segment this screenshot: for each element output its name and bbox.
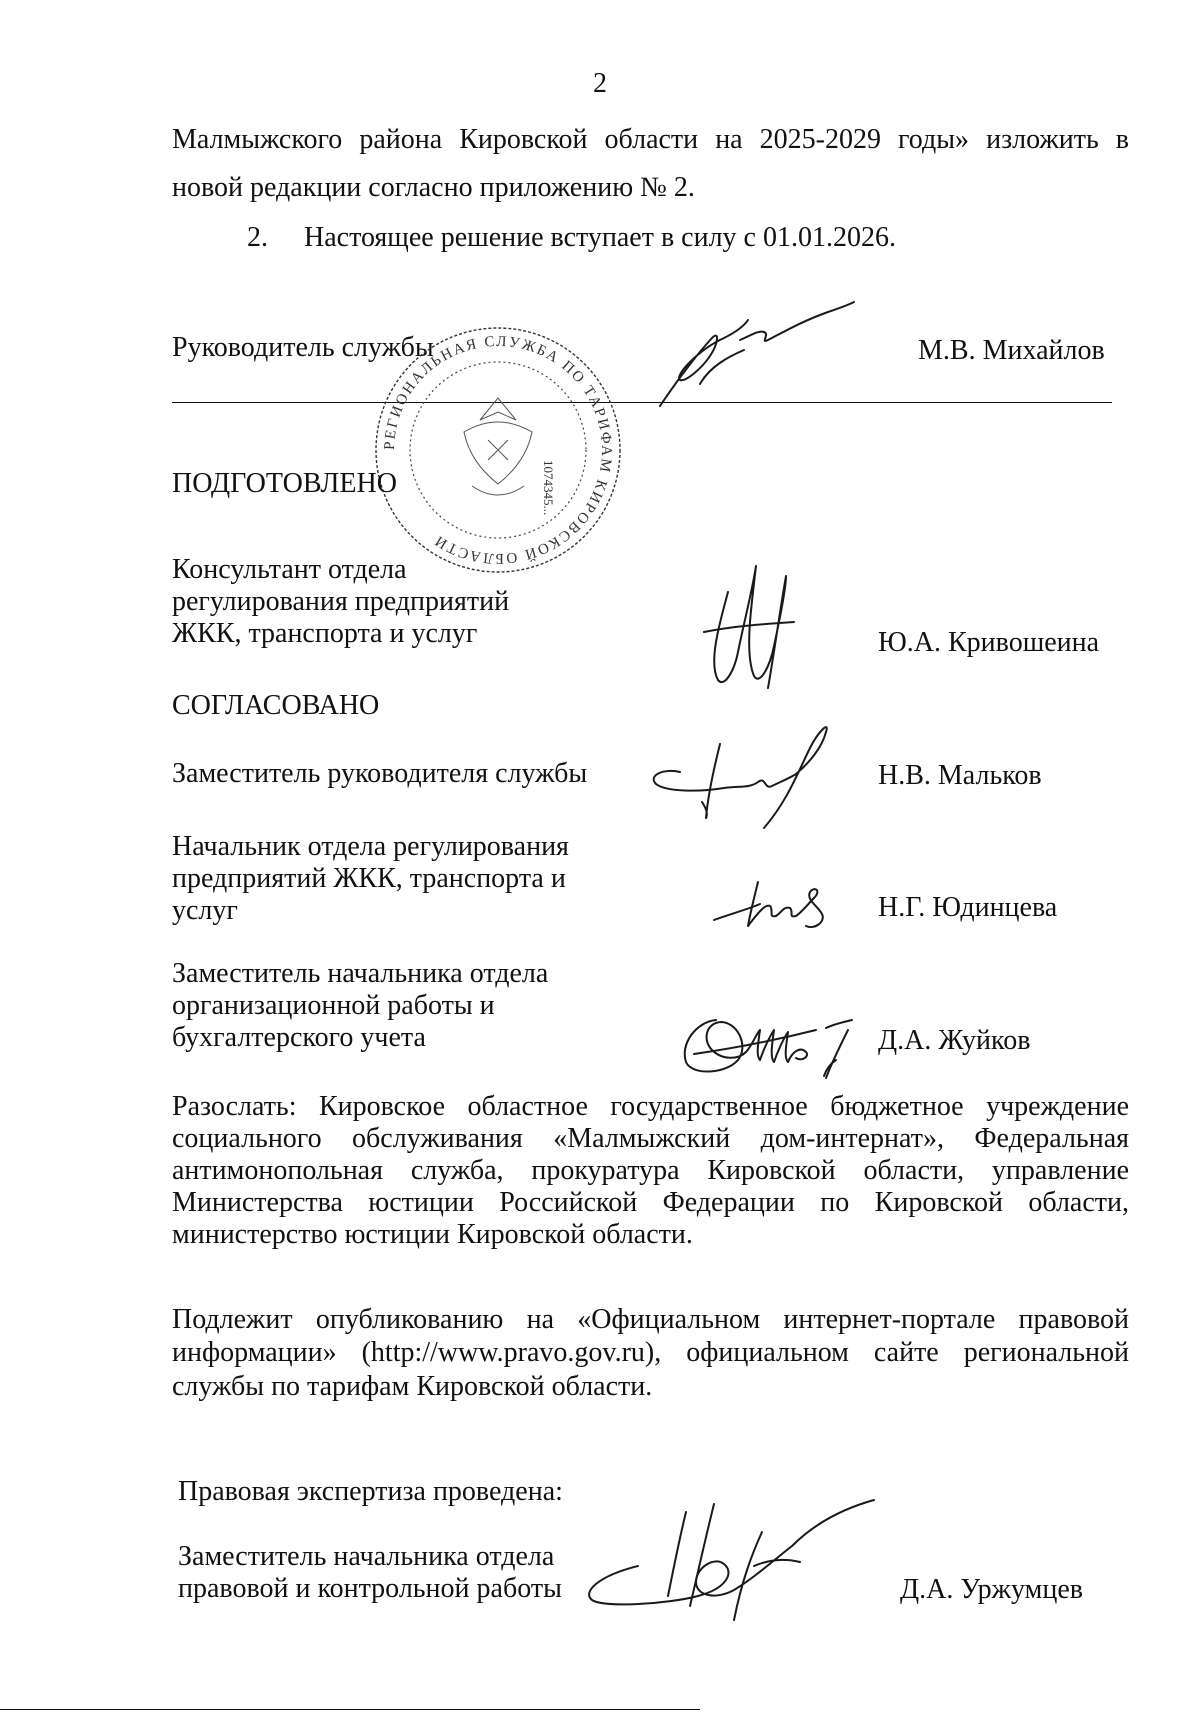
svg-text:РЕГИОНАЛЬНАЯ СЛУЖБА ПО ТАРИФАМ: РЕГИОНАЛЬНАЯ СЛУЖБА ПО ТАРИФАМ КИРОВСКОЙ ОБЛАСТИ [381,333,615,567]
distribution-line: Разослать: Кировское областное государственное бюджетное учреждение [172,1091,1129,1122]
position-line: Заместитель начальника отдела [172,958,549,989]
signer-position [172,831,569,927]
prepared-position [172,554,509,650]
position-line: правовой и контрольной работы [178,1573,562,1604]
signature-urzhumtsev-icon [578,1496,898,1626]
legal-review-position [178,1541,562,1605]
item-text: Настоящее решение вступает в силу с 01.01.2026. [304,222,896,253]
publication-line: информации» (http://www.pravo.gov.ru), официальном сайте региональной [172,1337,1129,1368]
signature-zhuikov-icon [676,1000,876,1090]
intro-word: изложить [986,124,1099,155]
intro-word: района [359,124,443,155]
legal-review-name: Д.А. Уржумцев [900,1574,1084,1605]
intro-line-2: новой редакции согласно приложению № 2. [172,172,695,203]
position-line: Начальник отдела регулирования [172,831,569,862]
signature-malkov-icon [640,718,850,838]
position-line: ЖКК, транспорта и услуг [172,618,478,649]
position-line: бухгалтерского учета [172,1022,426,1053]
intro-line-1 [172,122,1129,158]
signature-yudintseva-icon [710,870,840,940]
distribution-line: социального обслуживания «Малмыжский дом-интернат», Федеральная [172,1123,1129,1154]
intro-word: в [1115,124,1129,155]
distribution-line: министерство юстиции Кировской области. [172,1219,693,1250]
prepared-heading: ПОДГОТОВЛЕНО [172,468,397,499]
head-position: Руководитель службы [172,332,434,363]
agreed-heading: СОГЛАСОВАНО [172,690,380,721]
page-number: 2 [593,68,607,99]
publication-line: Подлежит опубликованию на «Официальном интернет-портале правовой [172,1304,1129,1335]
signer-name: Н.В. Мальков [878,760,1042,791]
intro-word: Кировской [459,124,588,155]
signer-name: Д.А. Жуйков [878,1025,1031,1056]
distribution-line: антимонопольная служба, прокуратура Кировской области, управление [172,1155,1129,1186]
official-stamp-icon [368,320,628,580]
prepared-name: Ю.А. Кривошеина [878,627,1100,658]
intro-word: годы» [898,124,970,155]
signer-position [172,958,548,1054]
signer-position: Заместитель руководителя службы [172,758,588,789]
head-name: М.В. Михайлов [918,335,1105,366]
position-line: регулирования предприятий [172,586,510,617]
signer-name: Н.Г. Юдинцева [878,892,1058,923]
intro-word: 2025-2029 [759,124,881,155]
position-line: Заместитель начальника отдела [178,1541,555,1572]
footer-rule [0,1709,700,1710]
distribution-line: Министерства юстиции Российской Федерации по Кировской области, [172,1187,1129,1218]
position-line: организационной работы и [172,990,495,1021]
svg-text:1074345...: 1074345... [541,460,556,516]
publication-line: службы по тарифам Кировской области. [172,1371,653,1402]
signature-mikhailov-icon [640,296,860,416]
signature-krivosheina-icon [694,562,804,692]
position-line: предприятий ЖКК, транспорта и [172,863,566,894]
position-line: Консультант отдела [172,554,407,585]
item-number: 2. [247,222,268,253]
intro-word: на [715,124,743,155]
position-line: услуг [172,895,238,926]
legal-review-heading: Правовая экспертиза проведена: [178,1476,563,1507]
intro-word: Малмыжского [172,124,343,155]
intro-word: области [604,124,699,155]
